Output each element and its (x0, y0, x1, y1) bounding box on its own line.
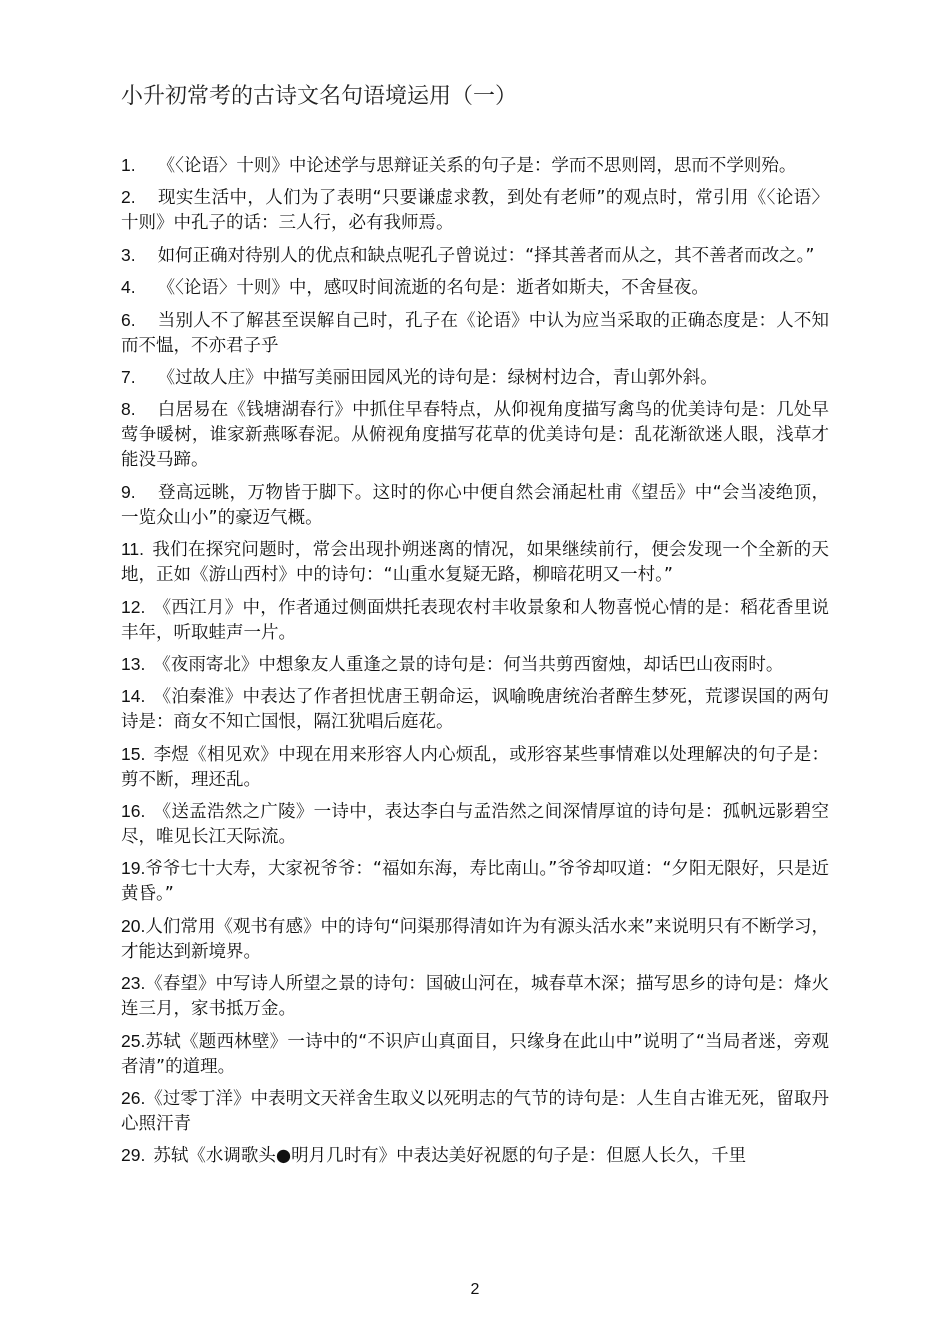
item-number: 8. (121, 399, 136, 420)
item-number: 1. (121, 155, 136, 175)
item-number: 7. (121, 366, 136, 387)
list-item (121, 275, 829, 301)
list-item (121, 243, 829, 269)
list-item (121, 914, 829, 965)
item-number: 14. (121, 686, 146, 707)
item-number: 2. (121, 187, 136, 208)
item-text: 李煜《相见欢》中现在用来形容人内心烦乱，或形容某些事情难以处理解决的句子是：剪不断，理还乱。 (121, 744, 829, 790)
item-text: 《春望》中写诗人所望之景的诗句：国破山河在，城春草木深；描写思乡的诗句是：烽火连三月，家书抵万金。 (121, 974, 829, 1020)
item-number: 29. (121, 1145, 146, 1166)
item-number: 20. (121, 915, 146, 936)
item-text: 苏轼《题西林壁》一诗中的“不识庐山真面目，只缘身在此山中”说明了“当局者迷，旁观者清”的道理。 (121, 1031, 829, 1077)
list-item (121, 480, 829, 531)
list-item (121, 595, 829, 646)
page-title: 小升初常考的古诗文名句语境运用（一） (121, 84, 518, 109)
list-item (121, 185, 829, 236)
list-item (121, 742, 829, 793)
item-text: 《送孟浩然之广陵》一诗中，表达李白与孟浩然之间深情厚谊的诗句是：孤帆远影碧空尽，唯见长江天际流。 (121, 802, 829, 848)
item-text: 如何正确对待别人的优点和缺点呢孔子曾说过：“择其善者而从之，其不善者而改之。” (157, 245, 815, 266)
item-number: 25. (121, 1030, 146, 1051)
item-text: 《过故人庄》中描写美丽田园风光的诗句是：绿树村边合，青山郭外斜。 (157, 367, 718, 388)
page-number: 2 (470, 1281, 480, 1298)
list-item (121, 537, 829, 588)
list-item (121, 856, 829, 907)
list-item (121, 308, 829, 359)
item-number: 26. (121, 1088, 146, 1109)
item-text: 《夜雨寄北》中想象友人重逢之景的诗句是：何当共剪西窗烛，却话巴山夜雨时。 (153, 654, 784, 675)
list-item (121, 153, 829, 179)
item-number: 11. (121, 539, 145, 560)
list-item (121, 684, 829, 735)
item-text: 《〈论语〉十则》中论述学与思辩证关系的句子是：学而不思则罔，思而不学则殆。 (157, 156, 797, 176)
item-text: 当别人不了解甚至误解自己时，孔子在《论语》中认为应当采取的正确态度是：人不知而不愠，不亦君子乎 (121, 310, 829, 356)
list-item (121, 1086, 829, 1137)
item-text: 现实生活中，人们为了表明“只要谦虚求教，到处有老师”的观点时，常引用《〈论语〉十则》中孔子的话：三人行，必有我师焉。 (121, 188, 829, 234)
item-number: 16. (121, 801, 146, 822)
item-list (121, 153, 829, 1176)
item-number: 13. (121, 653, 146, 674)
item-number: 12. (121, 596, 146, 617)
item-number: 23. (121, 973, 146, 994)
item-text: 《〈论语〉十则》中，感叹时间流逝的名句是：逝者如斯夫，不舍昼夜。 (157, 278, 709, 299)
list-item (121, 365, 829, 391)
item-text: 《西江月》中，作者通过侧面烘托表现农村丰收景象和人物喜悦心情的是：稻花香里说丰年，听取蛙声一片。 (121, 597, 829, 643)
item-number: 15. (121, 743, 146, 764)
item-text: 《过零丁洋》中表明文天祥舍生取义以死明志的气节的诗句是：人生自古谁无死，留取丹心照汗青 (121, 1089, 829, 1135)
item-number: 3. (121, 244, 136, 265)
item-text: 登高远眺，万物皆于脚下。这时的你心中便自然会涌起杜甫《望岳》中“会当凌绝顶，一览众山小”的豪迈气概。 (121, 482, 829, 528)
item-text: 我们在探究问题时，常会出现扑朔迷离的情况，如果继续前行，便会发现一个全新的天地，正如《游山西村》中的诗句：“山重水复疑无路，柳暗花明又一村。” (121, 540, 829, 586)
item-text: 人们常用《观书有感》中的诗句“问渠那得清如许为有源头活水来”来说明只有不断学习，才能达到新境界。 (121, 916, 829, 962)
item-text: 爷爷七十大寿，大家祝爷爷：“福如东海，寿比南山。”爷爷却叹道：“夕阳无限好，只是近黄昏。” (121, 859, 829, 905)
list-item (121, 1029, 829, 1080)
item-text: 白居易在《钱塘湖春行》中抓住早春特点，从仰视角度描写禽鸟的优美诗句是：几处早莺争暖树，谁家新燕啄春泥。从俯视角度描写花草的优美诗句是：乱花渐欲迷人眼，浅草才能没马蹄。 (121, 400, 829, 471)
list-item (121, 652, 829, 678)
item-number: 9. (121, 481, 136, 502)
item-text: 《泊秦淮》中表达了作者担忧唐王朝命运，讽喻晚唐统治者醉生梦死，荒谬误国的两句诗是：商女不知亡国恨，隔江犹唱后庭花。 (121, 687, 829, 733)
list-item (121, 971, 829, 1022)
list-item (121, 799, 829, 850)
item-number: 4. (121, 277, 136, 298)
list-item (121, 397, 829, 473)
item-number: 6. (121, 309, 136, 330)
item-number: 19. (121, 858, 146, 879)
list-item (121, 1143, 829, 1169)
item-text: 苏轼《水调歌头●明月几时有》中表达美好祝愿的句子是：但愿人长久，千里 (153, 1146, 747, 1167)
